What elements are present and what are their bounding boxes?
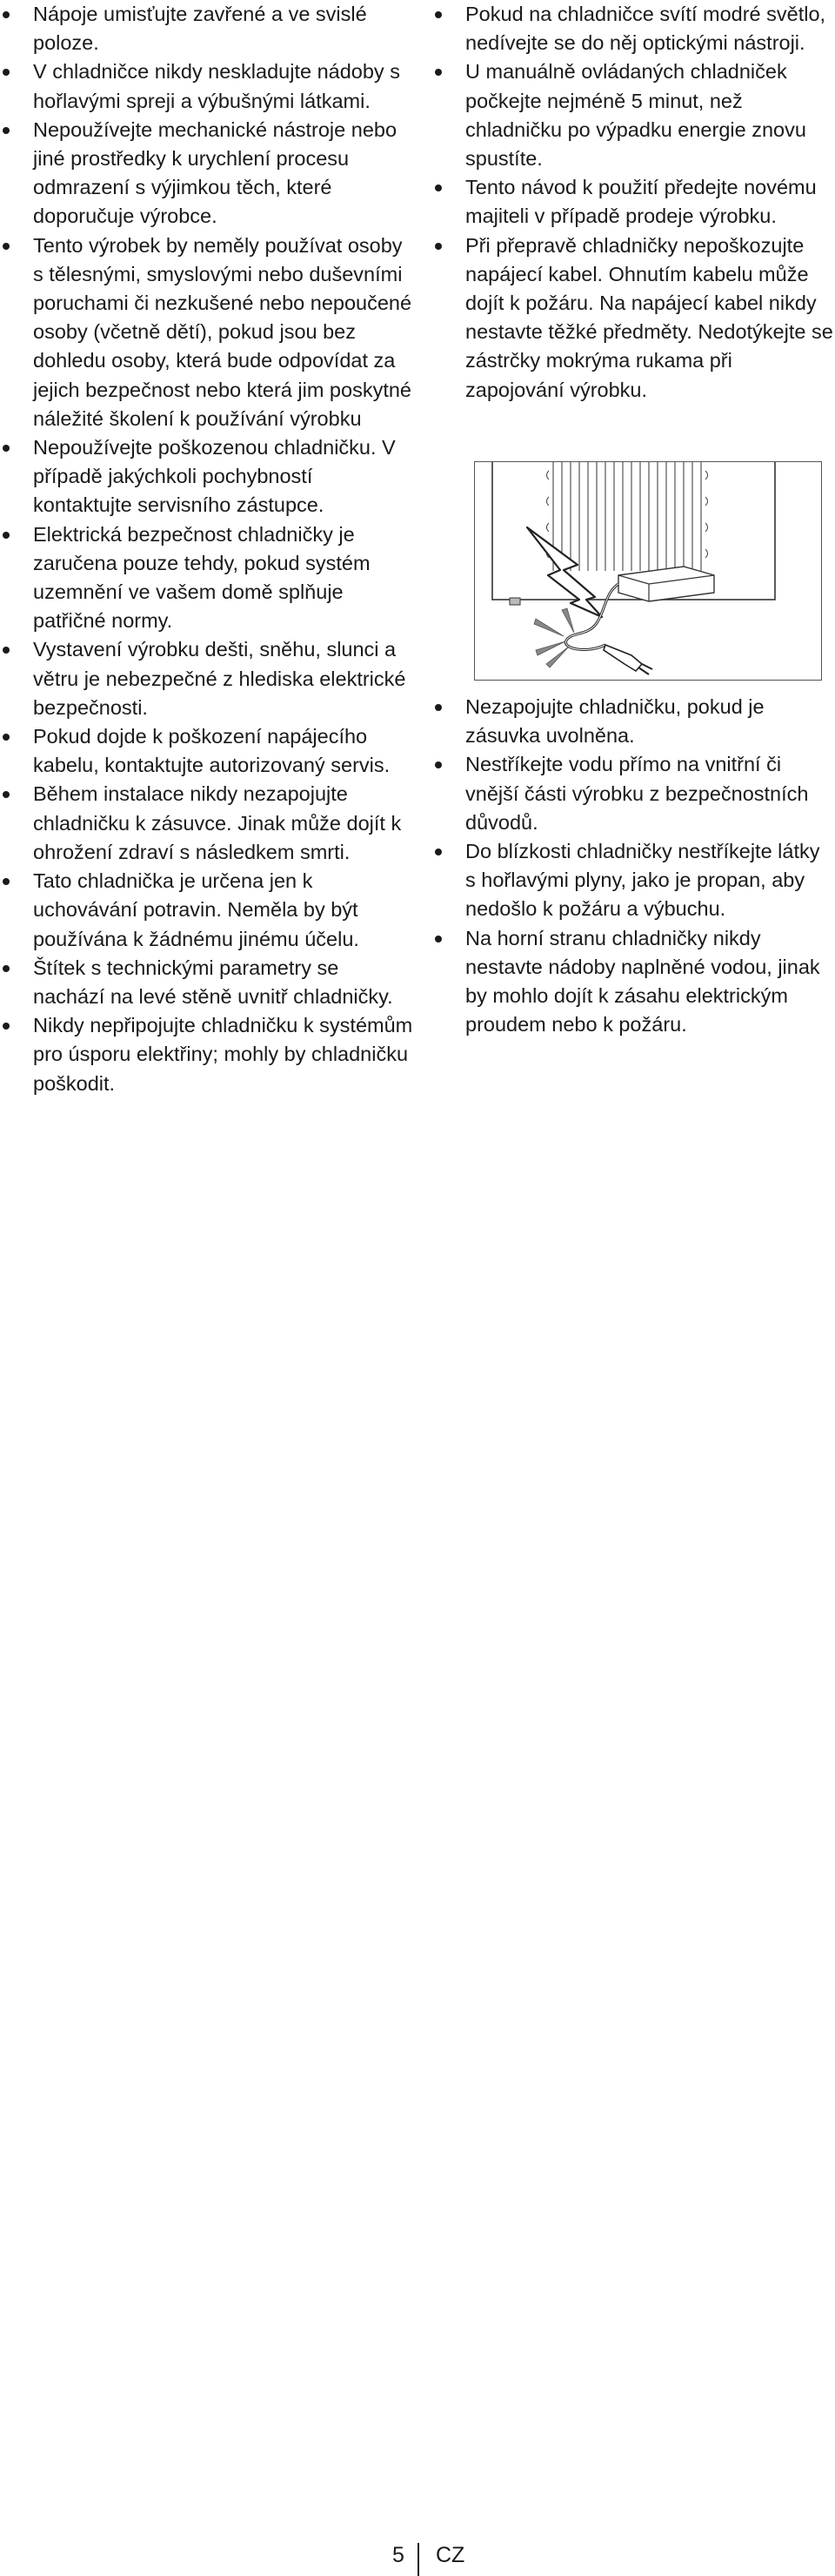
page-number: 5: [392, 2543, 404, 2567]
fridge-cable-drawing: [475, 462, 820, 679]
left-column: [0, 0, 413, 1098]
list-item: Tato chladnička je určena jen k uchovávání potravin. Neměla by být používána k žádnému jinému účelu.: [0, 867, 413, 954]
list-item: Během instalace nikdy nezapojujte chladničku k zásuvce. Jinak může dojít k ohrožení zdraví s následkem smrti.: [0, 780, 413, 867]
list-item: Nepoužívejte poškozenou chladničku. V případě jakýchkoli pochybností kontaktujte servisního zástupce.: [0, 433, 413, 520]
list-item: V chladničce nikdy neskladujte nádoby s hořlavými spreji a výbušnými látkami.: [0, 57, 413, 115]
footer-divider: [418, 2543, 419, 2576]
list-item: Elektrická bezpečnost chladničky je zaručena pouze tehdy, pokud systém uzemnění ve vašem domě splňuje patřičné normy.: [0, 520, 413, 636]
language-code: CZ: [436, 2543, 465, 2567]
list-item: Při přepravě chladničky nepoškozujte napájecí kabel. Ohnutím kabelu může dojít k požáru. Na napájecí kabel nikdy nestavte těžké předměty. Nedotýkejte se zástrčky mokrýma rukama při zapojování výrobku.: [432, 231, 835, 405]
page-footer: [0, 1271, 835, 2567]
right-column-bottom: [432, 693, 835, 1039]
safety-list-right-top: [432, 0, 835, 405]
list-item: Nestříkejte vodu přímo na vnitřní či vnější části výrobku z bezpečnostních důvodů.: [432, 750, 835, 837]
list-item: Pokud na chladničce svítí modré světlo, nedívejte se do něj optickými nástroji.: [432, 0, 835, 57]
list-item: Pokud dojde k poškození napájecího kabelu, kontaktujte autorizovaný servis.: [0, 722, 413, 780]
list-item: U manuálně ovládaných chladniček počkejte nejméně 5 minut, než chladničku po výpadku energie znovu spustíte.: [432, 57, 835, 173]
damaged-power-cable-illustration: [474, 461, 822, 681]
list-item: Vystavení výrobku dešti, sněhu, slunci a větru je nebezpečné z hlediska elektrické bezpečnosti.: [0, 635, 413, 722]
list-item: Nezapojujte chladničku, pokud je zásuvka uvolněna.: [432, 693, 835, 750]
list-item: Tento návod k použití předejte novému majiteli v případě prodeje výrobku.: [432, 173, 835, 231]
right-column: [432, 0, 835, 405]
list-item: Nikdy nepřipojujte chladničku k systémům pro úsporu elektřiny; mohly by chladničku poškodit.: [0, 1011, 413, 1098]
safety-list-right-bottom: [432, 693, 835, 1039]
list-item: Štítek s technickými parametry se nachází na levé stěně uvnitř chladničky.: [0, 954, 413, 1011]
list-item: Do blízkosti chladničky nestříkejte látky s hořlavými plyny, jako je propan, aby nedošlo k požáru a výbuchu.: [432, 837, 835, 924]
safety-list-left: [0, 0, 413, 1098]
list-item: Na horní stranu chladničky nikdy nestavte nádoby naplněné vodou, jinak by mohlo dojít k zásahu elektrickým proudem nebo k požáru.: [432, 924, 835, 1040]
list-item: Nepoužívejte mechanické nástroje nebo jiné prostředky k urychlení procesu odmrazení s výjimkou těch, které doporučuje výrobce.: [0, 116, 413, 231]
list-item: Tento výrobek by neměly používat osoby s tělesnými, smyslovými nebo duševními poruchami či nezkušené nebo nepoučené osoby (včetně dětí), pokud jsou bez dohledu osoby, která bude odpovídat za jejich bezpečnost nebo která jim poskytné náležité školení k používání výrobku: [0, 231, 413, 433]
list-item: Nápoje umisťujte zavřené a ve svislé poloze.: [0, 0, 413, 57]
